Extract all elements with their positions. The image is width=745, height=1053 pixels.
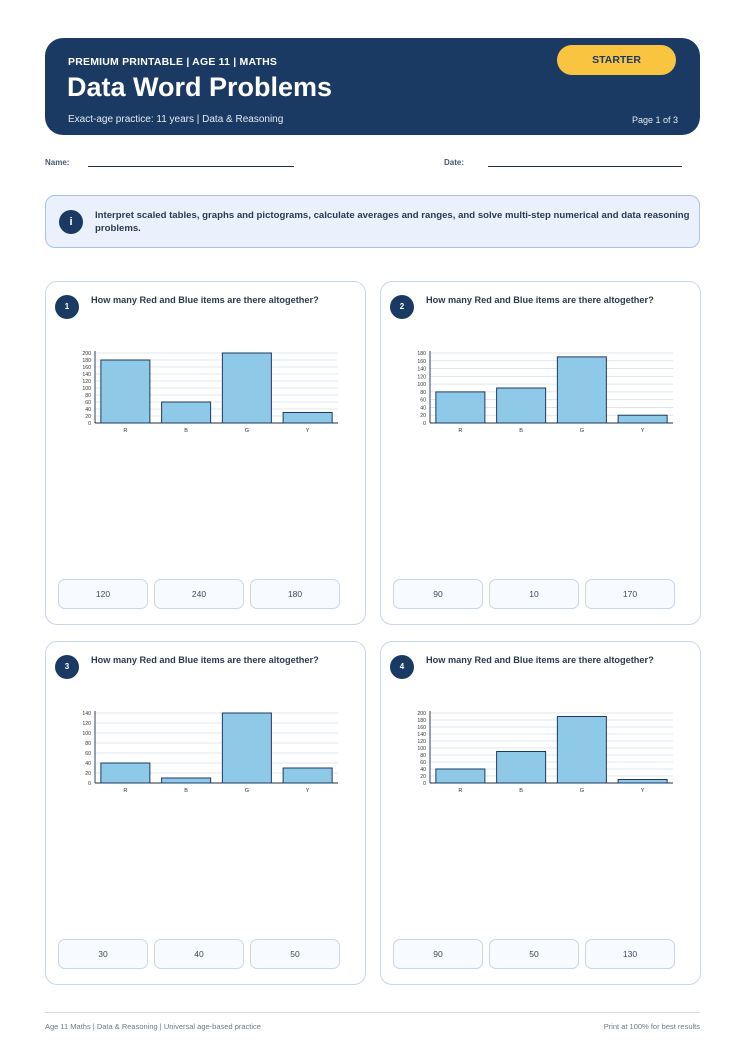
question-text: How many Red and Blue items are there altogether? — [91, 295, 319, 305]
y-tick-label: 80 — [85, 393, 91, 399]
question-text: How many Red and Blue items are there altogether? — [426, 655, 654, 665]
y-tick-label: 40 — [85, 761, 91, 767]
x-tick-label: Y — [640, 428, 645, 434]
x-tick-label: B — [519, 428, 523, 434]
header-subtitle: Exact-age practice: 11 years | Data & Reasoning — [68, 114, 284, 125]
x-tick-label: B — [184, 428, 188, 434]
bar-y — [618, 780, 667, 784]
question-card-2 — [380, 281, 701, 625]
date-label: Date: — [444, 158, 465, 167]
bar-chart — [381, 282, 702, 442]
bar-g — [557, 717, 606, 784]
y-tick-label: 20 — [420, 413, 426, 420]
y-tick-label: 80 — [85, 741, 91, 747]
question-card-1 — [45, 281, 366, 625]
x-tick-label: G — [244, 428, 250, 434]
answer-option[interactable]: 130 — [585, 939, 675, 969]
y-tick-label: 0 — [423, 421, 426, 427]
y-tick-label: 20 — [420, 774, 426, 780]
x-tick-label: R — [123, 788, 128, 794]
answer-option[interactable]: 120 — [58, 579, 148, 609]
answer-option[interactable]: 170 — [585, 579, 675, 609]
answer-options — [58, 579, 341, 609]
question-card-3 — [45, 641, 366, 985]
x-tick-label: Y — [640, 788, 645, 794]
bar-b — [497, 752, 546, 784]
y-tick-label: 120 — [417, 739, 426, 745]
answer-option[interactable]: 40 — [154, 939, 244, 969]
answer-options — [58, 939, 341, 969]
y-tick-label: 160 — [417, 725, 426, 731]
question-number: 2 — [390, 295, 414, 319]
x-tick-label: B — [519, 788, 523, 794]
y-tick-label: 140 — [82, 372, 91, 378]
y-tick-label: 180 — [417, 351, 426, 357]
x-tick-label: B — [184, 788, 188, 794]
bar-y — [283, 413, 332, 424]
footer-divider — [45, 1012, 700, 1013]
answer-option[interactable]: 90 — [393, 579, 483, 609]
answer-option[interactable]: 50 — [489, 939, 579, 969]
y-tick-label: 100 — [417, 382, 426, 389]
page-number: Page 1 of 3 — [631, 115, 678, 125]
worksheet-header — [45, 38, 700, 135]
y-tick-label: 40 — [420, 405, 426, 412]
y-tick-label: 120 — [82, 379, 91, 385]
bar-b — [162, 402, 211, 423]
y-tick-label: 20 — [85, 414, 91, 420]
y-tick-label: 140 — [82, 711, 91, 717]
bar-g — [557, 357, 606, 423]
x-tick-label: R — [458, 428, 463, 434]
y-tick-label: 140 — [417, 732, 426, 738]
y-tick-label: 60 — [85, 400, 91, 406]
x-tick-label: G — [579, 788, 585, 794]
y-tick-label: 140 — [417, 366, 426, 373]
y-tick-label: 180 — [417, 718, 426, 724]
y-tick-label: 100 — [82, 731, 91, 737]
y-tick-label: 60 — [420, 760, 426, 766]
level-badge: STARTER — [557, 45, 676, 75]
y-tick-label: 200 — [417, 711, 426, 717]
x-tick-label: Y — [305, 428, 310, 434]
question-number: 3 — [55, 655, 79, 679]
x-tick-label: G — [244, 788, 250, 794]
x-tick-label: Y — [305, 788, 310, 794]
y-tick-label: 180 — [82, 358, 91, 364]
y-tick-label: 20 — [85, 771, 91, 777]
answer-option[interactable]: 90 — [393, 939, 483, 969]
question-text: How many Red and Blue items are there altogether? — [91, 655, 319, 665]
x-tick-label: R — [458, 788, 463, 794]
y-tick-label: 60 — [85, 751, 91, 757]
question-card-4 — [380, 641, 701, 985]
bar-r — [101, 763, 150, 783]
y-tick-label: 0 — [88, 421, 91, 427]
bar-chart — [381, 642, 702, 802]
name-field[interactable] — [88, 166, 294, 167]
bar-r — [436, 392, 485, 423]
y-tick-label: 40 — [85, 407, 91, 413]
x-tick-label: R — [123, 428, 128, 434]
answer-option[interactable]: 50 — [250, 939, 340, 969]
bar-b — [162, 778, 211, 783]
y-tick-label: 40 — [420, 767, 426, 773]
page-title: Data Word Problems — [67, 72, 333, 102]
bar-y — [283, 768, 332, 783]
y-tick-label: 60 — [420, 397, 426, 404]
name-label: Name: — [45, 158, 70, 167]
y-tick-label: 100 — [82, 386, 91, 392]
bar-g — [222, 713, 271, 783]
answer-options — [393, 579, 676, 609]
answer-option[interactable]: 240 — [154, 579, 244, 609]
y-tick-label: 200 — [82, 351, 91, 357]
question-number: 1 — [55, 295, 79, 319]
instructions-box — [45, 195, 700, 248]
x-tick-label: G — [579, 428, 585, 434]
bar-r — [101, 360, 150, 423]
y-tick-label: 160 — [82, 365, 91, 371]
bar-b — [497, 388, 546, 423]
y-tick-label: 120 — [82, 721, 91, 727]
y-tick-label: 120 — [417, 374, 426, 381]
info-icon: i — [59, 210, 83, 234]
footer-text: Age 11 Maths | Data & Reasoning | Universal age-based practice — [45, 1022, 261, 1031]
bar-r — [436, 769, 485, 783]
answer-option[interactable]: 30 — [58, 939, 148, 969]
instructions-text: Interpret scaled tables, graphs and pictograms, calculate averages and ranges, and solve multi-step numerical and data reasoning problems. — [95, 210, 690, 234]
bar-chart — [46, 282, 367, 442]
y-tick-label: 0 — [423, 781, 426, 787]
bar-chart — [46, 642, 367, 802]
y-tick-label: 80 — [420, 389, 426, 396]
y-tick-label: 80 — [420, 753, 426, 759]
y-tick-label: 0 — [88, 781, 91, 787]
question-text: How many Red and Blue items are there altogether? — [426, 295, 654, 305]
answer-option[interactable]: 10 — [489, 579, 579, 609]
bar-y — [618, 415, 667, 423]
bar-g — [222, 353, 271, 423]
y-tick-label: 160 — [417, 358, 426, 365]
header-kicker: PREMIUM PRINTABLE | AGE 11 | MATHS — [68, 56, 278, 68]
date-field[interactable] — [488, 166, 682, 167]
y-tick-label: 100 — [417, 746, 426, 752]
answer-option[interactable]: 180 — [250, 579, 340, 609]
footer-print-note: Print at 100% for best results — [603, 1022, 700, 1031]
question-number: 4 — [390, 655, 414, 679]
answer-options — [393, 939, 676, 969]
